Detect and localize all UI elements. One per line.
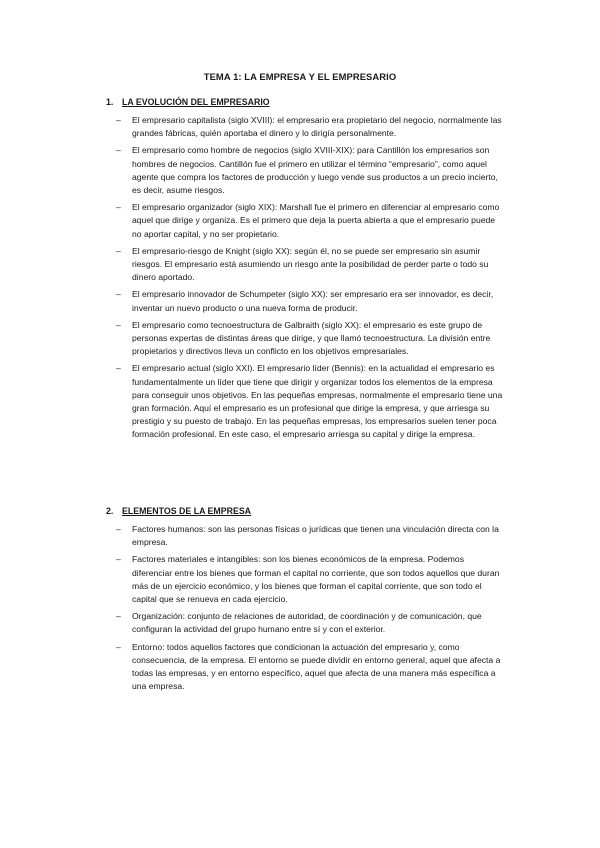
- bullet-list: [106, 523, 526, 693]
- bullet-dash: –: [116, 245, 121, 256]
- list-item-text: Factores humanos: son las personas físicas o jurídicas que tienen una vinculación directa con la empresa.: [132, 524, 499, 548]
- list-item-text: El empresario-riesgo de Knight (siglo XX): según él, no se puede ser empresario sin asumir riesgos. El empresario está asumiendo un riesgo ante la posibilidad de perder parte o todo su dinero aportado.: [132, 245, 489, 283]
- section-number: 1.: [106, 97, 114, 107]
- list-item: [106, 201, 526, 241]
- list-item: [106, 641, 526, 694]
- bullet-dash: –: [116, 554, 121, 565]
- section-heading: [106, 96, 526, 110]
- list-item: [106, 245, 526, 285]
- section-title: LA EVOLUCIÓN DEL EMPRESARIO: [122, 97, 270, 107]
- list-item-text: El empresario capitalista (siglo XVIII): el empresario era propietario del negocio, normalmente las grandes fábricas, quién aportaba el dinero y lo dirigía personalmente.: [132, 115, 502, 139]
- page-title: TEMA 1: LA EMPRESA Y EL EMPRESARIO: [203, 71, 397, 82]
- list-item: [106, 362, 526, 441]
- list-item: [106, 610, 526, 636]
- list-item: [106, 523, 526, 549]
- list-item-text: Entorno: todos aquellos factores que condicionan la actuación del empresario y, como consecuencia, de la empresa. El entorno se puede dividir en entorno general, aquel que afecta a todas las empresas, y en entorno específico, aquel que afecta de una manera más específica a una empresa.: [132, 641, 501, 692]
- bullet-dash: –: [116, 641, 121, 652]
- bullet-dash: –: [116, 115, 121, 125]
- list-item-text: El empresario como hombre de negocios (siglo XVIII-XIX): para Cantillón los empresarios son hombres de negocios. Cantillón fue el primero en utilizar el término “empresario”, como aquel agente que compra los factores de producción y luego vende sus productos a un precio incierto, es decir, asume riesgos.: [132, 145, 498, 196]
- section-evolucion-empresario: [106, 96, 526, 446]
- list-item-text: Organización: conjunto de relaciones de autoridad, de coordinación y de comunicación, que configuran la actividad del grupo humano entre sí y con el exterior.: [132, 611, 482, 635]
- list-item-text: El empresario actual (siglo XXI). El empresario líder (Bennis): en la actualidad el empresario es fundamentalmente un líder que tiene que dirigir y organizar todos los elementos de la empresa para conseguir unos objetivos. En las pequeñas empresas, normalmente el empresario tiene una gran formación. Aquí el empresario es un profesional que dirige la empresa, y que arriesga su prestigio y su puesto de trabajo. En las pequeñas empresas, los empresarios suelen tener poca formación profesional. En este caso, el empresario arriesga su capital y dirige la empresa.: [132, 363, 503, 440]
- section-elementos-empresa: [106, 505, 526, 697]
- list-item-text: El empresario como tecnoestructura de Galbraith (siglo XX): el empresario es este grupo de personas expertas de distintas áreas que dirige, y que llamó tecnoestructura. La división entre propietarios y directivos lleva un conflicto en los objetivos empresariales.: [132, 319, 491, 357]
- section-number: 2.: [106, 506, 114, 516]
- bullet-dash: –: [116, 611, 121, 622]
- bullet-dash: –: [116, 145, 121, 156]
- bullet-dash: –: [116, 363, 121, 374]
- list-item: [106, 114, 526, 140]
- list-item: [106, 288, 526, 314]
- list-item-text: El empresario innovador de Schumpeter (siglo XX): ser empresario era ser innovador, es decir, inventar un nuevo producto o una nueva forma de producir.: [132, 289, 494, 313]
- bullet-dash: –: [116, 524, 121, 534]
- bullet-dash: –: [116, 319, 121, 330]
- list-item-text: Factores materiales e intangibles: son los bienes económicos de la empresa. Podemos diferenciar entre los bienes que forman el capital no corriente, que son todos aquellos que duran más de un ejercicio económico, y los bienes que forman el capital corriente, que son todo el capital que se renueva en cada ejercicio.: [132, 554, 500, 605]
- list-item-text: El empresario organizador (siglo XIX): Marshall fue el primero en diferenciar al empresario como aquel que dirige y organiza. Es el primero que deja la puerta abierta a que el empresario puede no aportar capital, y no ser propietario.: [132, 202, 500, 239]
- bullet-dash: –: [116, 289, 121, 300]
- section-heading: [106, 505, 526, 519]
- bullet-list: [106, 114, 526, 442]
- list-item: [106, 553, 526, 606]
- list-item: [106, 144, 526, 197]
- section-title: ELEMENTOS DE LA EMPRESA: [122, 506, 252, 516]
- list-item: [106, 319, 526, 359]
- bullet-dash: –: [116, 202, 121, 213]
